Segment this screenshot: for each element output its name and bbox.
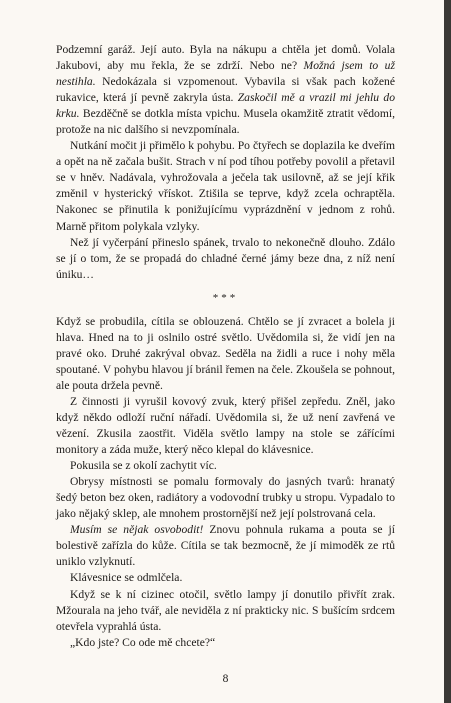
paragraph: [56, 458, 395, 474]
text-run: Nedokázala si vzpomenout. Vybavila si však pach kožené rukavice, která jí pevně zakryla ústa.: [56, 75, 395, 105]
text-run: Když se probudila, cítila se oblouzená. Chtělo se jí zvracet a bolela ji hlava. Hned na to ji oslnilo ostré světlo. Uvědomila si, že vidí jen na pravé oko. Druhé zakrýval obvaz. Seděla na židli a ruce i nohy měla spoutané. V pohybu hlavou jí bránil řemen na čele. Zkoušela se pohnout, ale pouta držela pevně.: [56, 314, 395, 392]
paragraph: [56, 235, 395, 283]
paragraph: [56, 635, 395, 651]
paragraph: [56, 474, 395, 522]
italic-text: Musím se nějak osvobodit!: [70, 523, 204, 537]
text-run: Pokusila se z okolí zachytit víc.: [70, 459, 217, 473]
text-run: Z činnosti ji vyrušil kovový zvuk, který přišel zepředu. Zněl, jako když někdo odloží ruční nářadí. Uvědomila si, že už není zavřená ve vězení. Zkusila zaostřit. Viděla světlo lampy na stole se zářícími monitory a záda muže, který něco klepal do klávesnice.: [56, 394, 395, 457]
text-run: Než jí vyčerpání přineslo spánek, trvalo to nekonečně dlouho. Zdálo se jí o tom, že se propadá do chladné černé jámy beze dna, z níž není úniku…: [56, 235, 395, 281]
italic-text: Možná jsem to už nestihla.: [56, 59, 395, 89]
paragraph: [56, 522, 395, 570]
paragraph: [56, 587, 395, 635]
text-run: Znovu pohnula rukama a pouta se jí bolestivě zařízla do kůže. Cítila se tak bezmocně, že jí mimoděk ze rtů uniklo vzlyknutí.: [56, 523, 395, 569]
text-run: Když se k ní cizinec otočil, světlo lampy jí donutilo přivřít zrak. Mžourala na jeho tvář, ale neviděla z ní prakticky nic. S bušícím srdcem otevřela vyprahlá ústa.: [56, 587, 395, 633]
paragraph: [56, 394, 395, 458]
page-number: 8: [222, 673, 229, 685]
text-section-2: [56, 314, 395, 651]
paragraph: [56, 570, 395, 586]
text-run: Bezděčně se dotkla místa vpichu. Musela okamžitě ztratit vědomí, protože na nic dalšího si nevzpomínala.: [56, 107, 395, 137]
text-run: Podzemní garáž. Její auto. Byla na nákupu a chtěla jet domů. Volala Jakubovi, aby mu řekla, že se zdrží. Nebo ne?: [56, 43, 395, 73]
text-run: Klávesnice se odmlčela.: [70, 571, 183, 585]
page-edge: [444, 0, 451, 703]
italic-text: Zaskočil mě a vrazil mi jehlu do krku.: [56, 91, 395, 121]
page-body: [56, 42, 395, 651]
paragraph: [56, 138, 395, 234]
paragraph: [56, 42, 395, 138]
text-run: Nutkání močit ji přimělo k pohybu. Po čtyřech se doplazila ke dveřím a opět na ně začala bušit. Strach v ní pod tíhou potřeby povolil a přetavil se v hněv. Nadávala, vyhrožovala a ječela tak usilovně, až se její křik změnil v hysterický vřískot. Ztišila se teprve, když zcela ochraptěla. Nakonec se přinutila k ponižujícímu vyprázdnění v jednom z rohů. Marně přitom polykala vzlyky.: [56, 139, 395, 233]
paragraph: [56, 314, 395, 394]
section-separator: ***: [212, 291, 239, 304]
text-section-1: [56, 42, 395, 283]
text-run: „Kdo jste? Co ode mě chcete?“: [70, 635, 216, 649]
text-run: Obrysy místnosti se pomalu formovaly do jasných tvarů: hranatý šedý beton bez oken, radiátory a vodovodní trubky u stropu. Vypadalo to jako nějaký sklep, ale mnohem prostornější než její polstrovaná cela.: [56, 475, 395, 521]
